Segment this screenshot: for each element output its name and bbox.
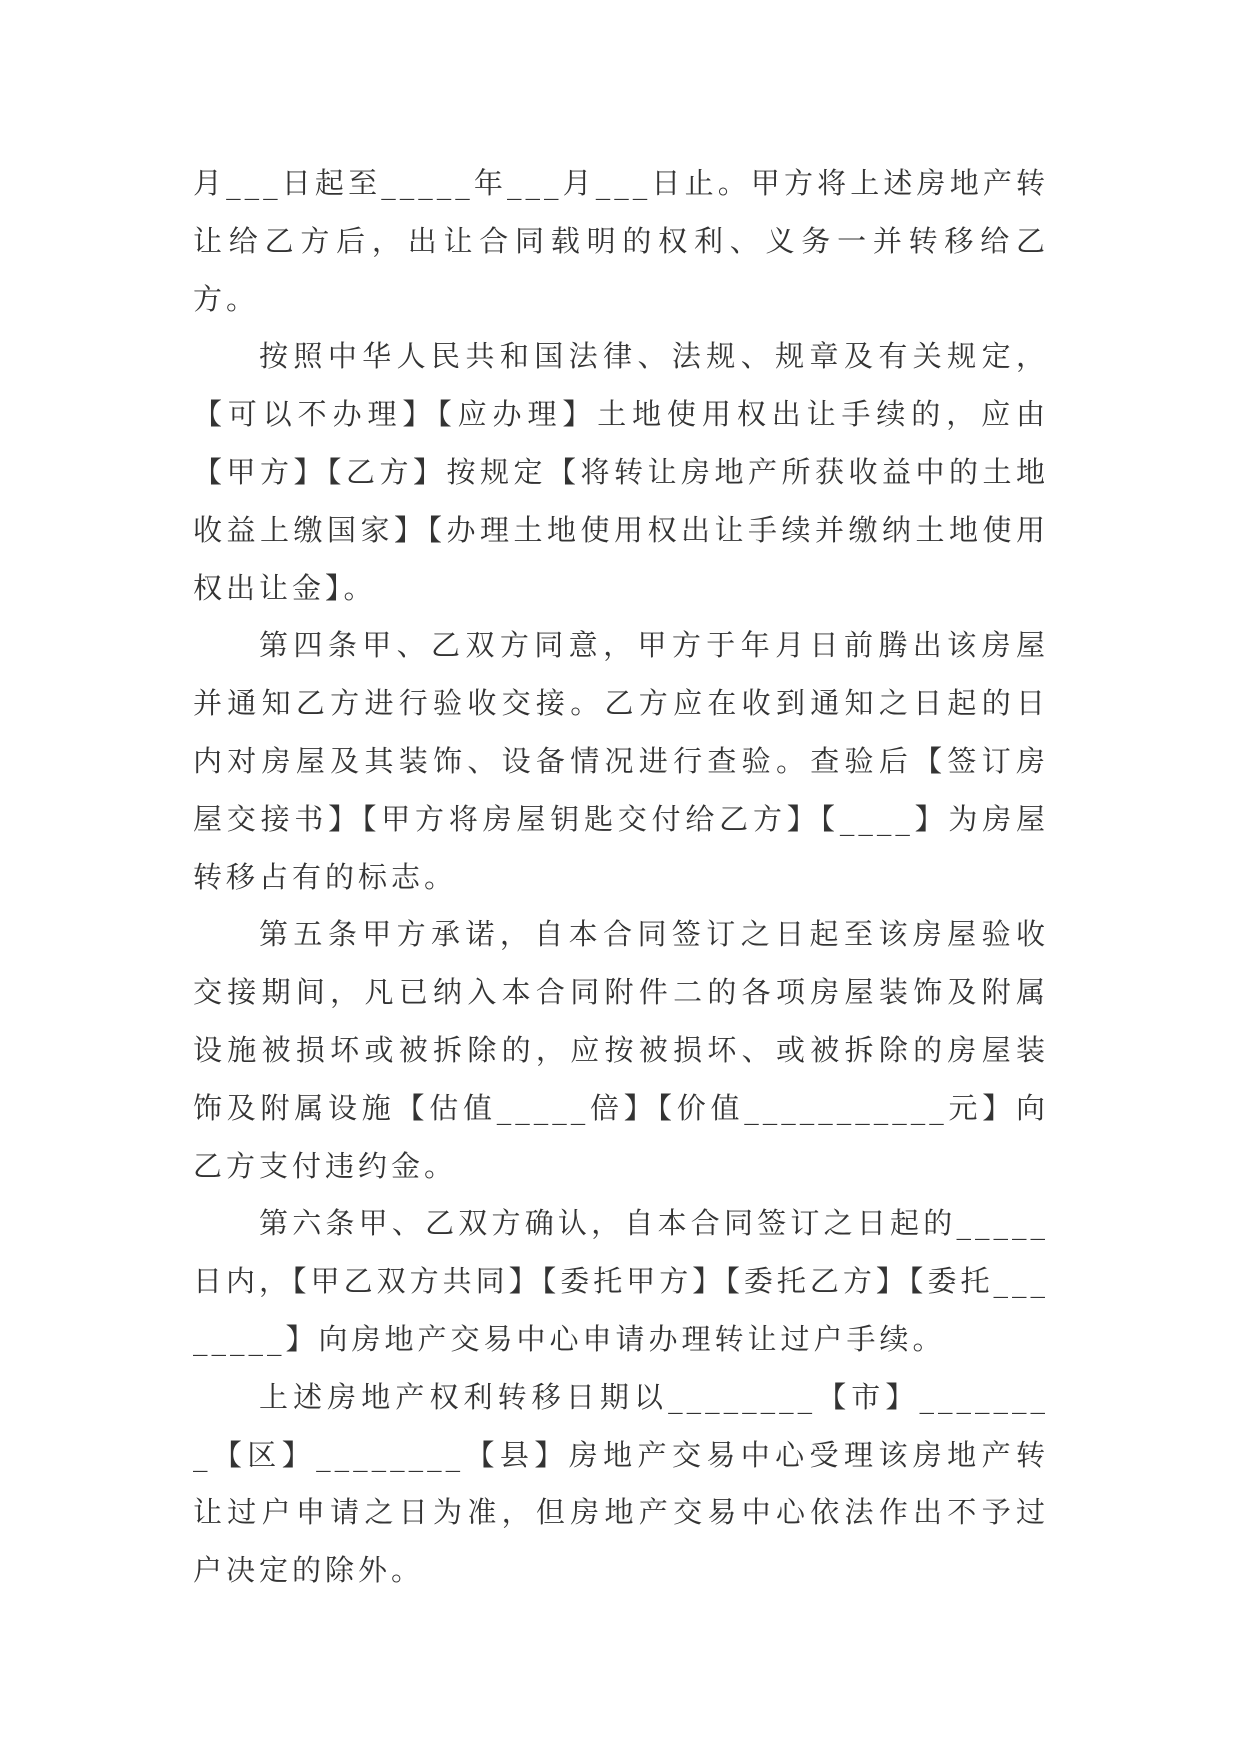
- paragraph-article-six: 第六条甲、乙双方确认，自本合同签订之日起的_____日内，【甲乙双方共同】【委托甲方】【委托乙方】【委托________】向房地产交易中心申请办理转让过户手续。: [193, 1206, 1049, 1356]
- paragraph-article-four: 第四条甲、乙双方同意，甲方于年月日前腾出该房屋并通知乙方进行验收交接。乙方应在收到通知之日起的日内对房屋及其装饰、设备情况进行查验。查验后【签订房屋交接书】【甲方将房屋钥匙交付给乙方】【____】为房屋转移占有的标志。: [193, 628, 1049, 894]
- paragraph-transfer-date: 上述房地产权利转移日期以________【市】________【区】________【县】房地产交易中心受理该房地产转让过户申请之日为准，但房地产交易中心依法作出不予过户决定的除外。: [193, 1379, 1049, 1588]
- paragraph-article-five: 第五条甲方承诺，自本合同签订之日起至该房屋验收交接期间，凡已纳入本合同附件二的各项房屋装饰及附属设施被损坏或被拆除的，应按被损坏、或被拆除的房屋装饰及附属设施【估值_____倍】【价值___________元】向乙方支付违约金。: [193, 917, 1049, 1183]
- paragraph-continuation: 月___日起至_____年___月___日止。甲方将上述房地产转让给乙方后，出让合同载明的权利、义务一并转移给乙方。: [193, 166, 1049, 316]
- paragraph-land-use-rights: 按照中华人民共和国法律、法规、规章及有关规定，【可以不办理】【应办理】土地使用权出让手续的，应由【甲方】【乙方】按规定【将转让房地产所获收益中的土地收益上缴国家】【办理土地使用权出让手续并缴纳土地使用权出让金】。: [193, 339, 1049, 605]
- document-body: [193, 155, 1049, 1600]
